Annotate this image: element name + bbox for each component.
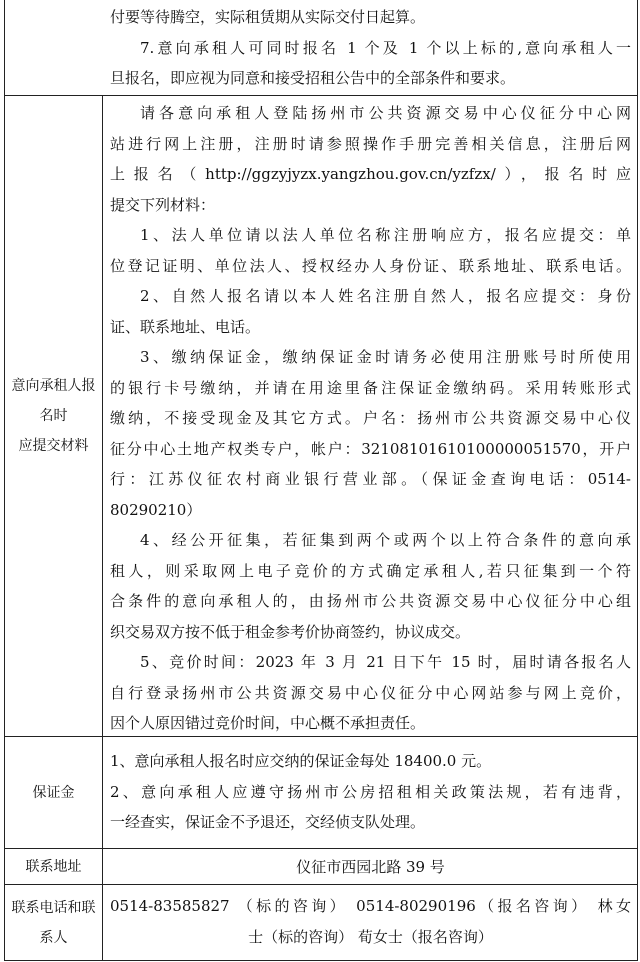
text-line: 4、经公开征集，若征集到两个或两个以上符合条件的意向承 xyxy=(140,531,631,549)
text-line: 征分中心土地产权类专户，帐户：32108101610100000051570，开户 xyxy=(110,439,631,458)
text-line: 提交下列材料： xyxy=(110,195,216,214)
text-line: 付要等待腾空，实际租赁期从实际交付日起算。 xyxy=(110,8,426,26)
text-line: 一经查实，保证金不予退还，交经侦支队处理。 xyxy=(110,813,426,831)
text-line: 80290210） xyxy=(110,500,202,519)
address-value: 仪征市西园北路 39 号 xyxy=(296,858,445,876)
label-line: 应提交材料 xyxy=(18,438,89,454)
text-line: 站进行网上注册，注册时请参照操作手册完善相关信息，注册后网 xyxy=(110,134,631,153)
row-continuation xyxy=(5,0,637,95)
deposit-content xyxy=(104,737,637,848)
text-line: 位登记证明、单位法人、授权经办人身份证、联系地址、联系电话。 xyxy=(110,256,631,275)
text-line: 行：江苏仪征农村商业银行营业部。（保证金查询电话：0514- xyxy=(110,470,631,488)
label-line: 联系地址 xyxy=(25,858,82,875)
text-line: 1、法人单位请以法人单位名称注册响应方，报名应提交：单 xyxy=(140,226,631,244)
row-contact xyxy=(5,884,637,960)
text-line: 1、意向承租人报名时应交纳的保证金每处 18400.0 元。 xyxy=(110,752,492,770)
row-address xyxy=(5,848,637,884)
contact-content xyxy=(104,885,637,960)
text-line: 旦报名，即应视为同意和接受招租公告中的全部条件和要求。 xyxy=(110,69,516,87)
text-line: 织交易双方按不低于租金参考价协商签约，协议成交。 xyxy=(110,622,471,641)
address-content xyxy=(104,849,637,884)
address-label xyxy=(5,849,103,884)
row-materials xyxy=(5,95,637,736)
text-line: 的银行卡号缴纳，并请在用途里备注保证金缴纳码。采用转账形式 xyxy=(110,378,631,397)
announcement-table xyxy=(4,0,638,961)
contact-label xyxy=(5,885,103,960)
text-line: 自行登录扬州市公共资源交易中心仪征分中心网站参与网上竞价， xyxy=(110,683,631,702)
deposit-label xyxy=(5,737,103,848)
text-line: 2、意向承租人应遵守扬州市公房招租相关政策法规，若有违背， xyxy=(110,782,631,801)
text-line: 合条件的意向承租人的，由扬州市公共资源交易中心仪征分中心组 xyxy=(110,592,631,610)
text-line: 0514-83585827 （标的咨询） 0514-80290196（报名咨询） 林女 xyxy=(110,897,631,915)
text-line: 请各意向承租人登陆扬州市公共资源交易中心仪征分中心网 xyxy=(140,104,631,122)
text-line: 租人，则采取网上电子竞价的方式确定承租人,若只征集到一个符 xyxy=(110,561,631,580)
label-line: 名时 xyxy=(39,408,68,424)
materials-label xyxy=(5,96,103,736)
continuation-content xyxy=(104,0,637,95)
text-line: 证、联系地址、电话。 xyxy=(110,317,261,336)
label-line: 意向承租人报 xyxy=(11,378,96,394)
text-line: 因个人原因错过竞价时间，中心概不承担责任。 xyxy=(110,714,426,732)
text-line: 士（标的咨询） 荀女士（报名咨询） xyxy=(248,927,493,946)
text-line: 上报名（http://ggzyjyzx.yangzhou.gov.cn/yzfzx/），报名时应 xyxy=(110,165,631,183)
row-deposit xyxy=(5,736,637,848)
text-line: 5、竞价时间：2023 年 3 月 21 日下午 15 时，届时请各报名人 xyxy=(140,653,631,671)
text-line: 缴纳，不接受现金及其它方式。户名：扬州市公共资源交易中心仪 xyxy=(110,409,631,427)
label-line: 系人 xyxy=(39,929,68,946)
label-line: 联系电话和联 xyxy=(11,899,96,916)
label-line: 保证金 xyxy=(32,784,75,801)
text-line: 3、缴纳保证金，缴纳保证金时请务必使用注册账号时所使用 xyxy=(140,348,631,366)
materials-content xyxy=(104,96,637,736)
text-line: 7.意向承租人可同时报名 1 个及 1 个以上标的,意向承租人一 xyxy=(140,38,631,57)
text-line: 2、自然人报名请以本人姓名注册自然人，报名应提交：身份 xyxy=(140,287,631,305)
